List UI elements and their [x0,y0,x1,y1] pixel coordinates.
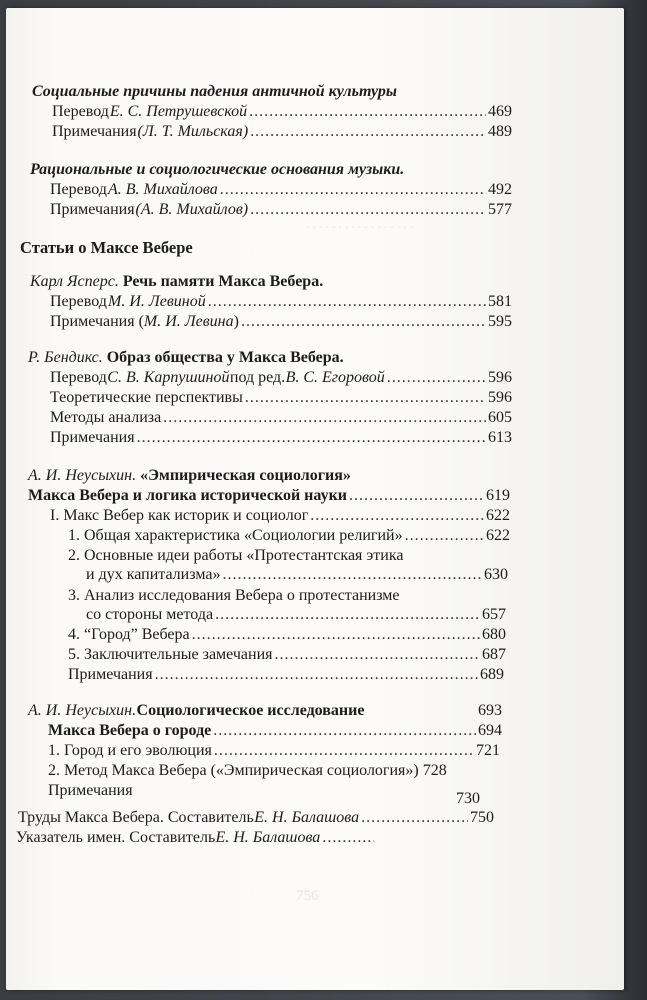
page-ref: 489 [488,123,512,140]
dot-leader [222,565,482,584]
toc-entry: Указатель имен. Составитель Е. Н. Балашова ..... [16,828,376,847]
page-ref: 596 [488,369,512,386]
page-ref: 622 [486,527,510,544]
dot-leader [322,828,374,847]
page-ref: 728 [422,762,447,779]
toc-entry: I. Макс Вебер как историк и социолог ..... 622 [50,506,510,525]
page-ref: 694 [478,722,502,739]
dot-leader [310,506,484,525]
dot-leader [215,605,480,624]
toc-entry-line: 2. Основные идеи работы «Протестантская этика [68,547,404,564]
dot-leader [241,312,486,331]
dot-leader [208,292,486,311]
page-ref: 680 [482,626,506,643]
toc-entry: 4. “Город” Вебера ..... 680 [68,625,506,644]
page-ref: 750 [470,809,494,826]
dot-leader [163,408,486,427]
page-ref: 595 [488,313,512,330]
toc-entry: Примечания (Л. Т. Мильская) ..... 489 [52,122,512,141]
page-ref: 730 [456,790,480,807]
dot-leader [361,808,468,827]
page-ref: 619 [486,487,510,504]
page-ref: 657 [482,606,506,623]
page-ref: 630 [484,566,508,583]
toc-entry: Примечания ( М. И. Левина ) ..... 595 [50,312,512,331]
toc-entry: Примечания (А. В. Михайлов) ..... 577 [50,200,512,219]
toc-entry: и дух капитализма» ..... 630 [86,565,508,584]
toc-entry: Перевод С. В. Карпушиной под ред. В. С. Егоровой ..... 596 [50,368,512,387]
toc-entry: Перевод М. И. Левиной ..... 581 [50,292,512,311]
dot-leader [250,200,486,219]
page-ref: 622 [486,507,510,524]
dot-leader [214,741,474,760]
toc-entry: 1. Город и его эволюция ..... 721 [48,741,500,760]
dot-leader [155,665,478,684]
toc-entry-line: 3. Анализ исследования Вебера о протестанизме [68,587,400,604]
entry-title: Социальные причины падения античной культуры [32,83,397,100]
entry-title: Карл Ясперс. Речь памяти Макса Вебера. [30,273,324,290]
page-ref: 469 [488,103,512,120]
page-ref: 492 [488,181,512,198]
page-ref: 577 [488,201,512,218]
page-ref: 693 [478,702,502,719]
toc-entry: А. И. Неусыхин. Социологическое исследование 693 [28,702,502,719]
dot-leader [250,122,486,141]
page-ref: 596 [488,389,512,406]
dot-leader [192,625,480,644]
dot-leader [213,721,476,740]
entry-title: Р. Бендикс. Образ общества у Макса Вебера. [28,349,344,366]
page-ref: 581 [488,293,512,310]
dot-leader [137,428,486,447]
toc-entry: Труды Макса Вебера. Составитель Е. Н. Балашова ..... 750 [18,808,494,827]
bleed-through-text: . . . . . . . . . . . . . . . . . [306,216,414,231]
toc-entry: Перевод А. В. Михайлова ..... 492 [50,180,512,199]
toc-entry: со стороны метода ..... 657 [86,605,506,624]
toc-entry: Теоретические перспективы ..... 596 [50,388,512,407]
toc-entry: Примечания ..... 689 [68,665,504,684]
dot-leader [245,388,486,407]
dot-leader [275,645,481,664]
page-ref: 613 [488,429,512,446]
toc-entry: 1. Общая характеристика «Социологии религий» ..... 622 [68,526,510,545]
toc-entry-line: Примечания [48,782,133,799]
entry-title: А. И. Неусыхин. «Эмпирическая социология» [28,467,351,484]
book-page [6,8,624,990]
dot-leader [249,102,486,121]
toc-entry: 5. Заключительные замечания ..... 687 [68,645,506,664]
toc-entry: Перевод Е. С. Петрушевской ..... 469 [52,102,512,121]
dot-leader [405,526,484,545]
toc-entry: Примечания ..... 613 [50,428,512,447]
page-ref: 689 [480,666,504,683]
section-heading: Статьи о Максе Вебере [20,238,193,257]
dot-leader [349,486,484,505]
toc-entry: Макса Вебера и логика исторической науки ..... 619 [28,486,510,505]
page-ref: 605 [488,409,512,426]
page-ref: 687 [482,646,506,663]
dot-leader [387,368,486,387]
page-number: 756 [296,888,319,904]
entry-title: Рациональные и социологические основания музыки. [30,161,405,178]
toc-entry: Макса Вебера о городе ..... 694 [48,721,502,740]
page-ref: 721 [476,742,500,759]
toc-entry: Методы анализа ..... 605 [50,408,512,427]
dot-leader [220,180,486,199]
toc-entry: 2. Метод Макса Вебера («Эмпирическая социология») 728 [48,762,447,779]
